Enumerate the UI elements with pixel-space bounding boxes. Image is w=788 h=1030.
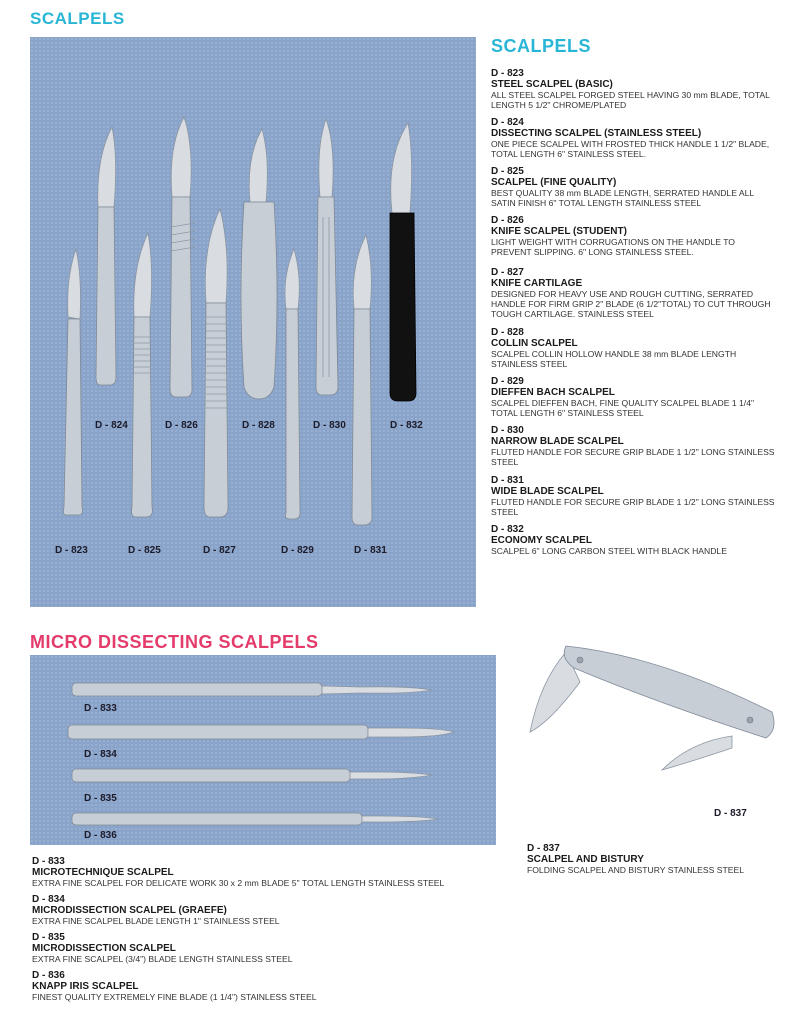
- scalpel-d829-image: [285, 249, 300, 519]
- product-description: FLUTED HANDLE FOR SECURE GRIP BLADE 1 1/2" LONG STAINLESS STEEL: [491, 447, 775, 467]
- product-code: D - 836: [32, 970, 65, 981]
- photo-label-d830: D - 830: [313, 420, 346, 431]
- product-d827: [491, 267, 776, 319]
- product-name: COLLIN SCALPEL: [491, 338, 578, 349]
- product-d825: [491, 166, 776, 208]
- product-name: KNAPP IRIS SCALPEL: [32, 981, 139, 992]
- product-name: SCALPEL AND BISTURY: [527, 854, 644, 865]
- product-name: KNIFE SCALPEL (STUDENT): [491, 226, 627, 237]
- product-description: SCALPEL 6" LONG CARBON STEEL WITH BLACK HANDLE: [491, 546, 727, 556]
- product-d834: [32, 894, 512, 926]
- product-name: DIEFFEN BACH SCALPEL: [491, 387, 615, 398]
- product-code: D - 831: [491, 475, 524, 486]
- product-description: DESIGNED FOR HEAVY USE AND ROUGH CUTTING, SERRATED HANDLE FOR FIRM GRIP 2" BLADE (6 1/2"TOTAL) TO CUT THROUGH TOUGH CARTILAGE. STAINLESS STEEL: [491, 289, 771, 319]
- photo-label-d837: D - 837: [714, 808, 747, 819]
- photo-label-d829: D - 829: [281, 545, 314, 556]
- product-description: EXTRA FINE SCALPEL FOR DELICATE WORK 30 x 2 mm BLADE 5" TOTAL LENGTH STAINLESS STEEL: [32, 878, 445, 888]
- product-d830: [491, 425, 776, 467]
- product-description: ALL STEEL SCALPEL FORGED STEEL HAVING 30 mm BLADE, TOTAL LENGTH 5 1/2" CHROME/PLATED: [491, 90, 770, 110]
- product-description: EXTRA FINE SCALPEL BLADE LENGTH 1" STAINLESS STEEL: [32, 916, 280, 926]
- product-code: D - 825: [491, 166, 524, 177]
- product-name: MICRODISSECTION SCALPEL (GRAEFE): [32, 905, 227, 916]
- photo-label-d824: D - 824: [95, 420, 128, 431]
- product-description: FINEST QUALITY EXTREMELY FINE BLADE (1 1/4") STAINLESS STEEL: [32, 992, 317, 1002]
- product-description: FLUTED HANDLE FOR SECURE GRIP BLADE 1 1/2" LONG STAINLESS STEEL: [491, 497, 775, 517]
- micro-section-title: MICRO DISSECTING SCALPELS: [30, 632, 319, 652]
- photo-label-d825: D - 825: [128, 545, 161, 556]
- scalpels-illustration: [30, 37, 476, 607]
- product-code: D - 834: [32, 894, 65, 905]
- product-name: NARROW BLADE SCALPEL: [491, 436, 624, 447]
- product-description: EXTRA FINE SCALPEL (3/4") BLADE LENGTH STAINLESS STEEL: [32, 954, 293, 964]
- photo-label-d832: D - 832: [390, 420, 423, 431]
- scalpel-d828-image: [241, 129, 277, 399]
- product-code: D - 826: [491, 215, 524, 226]
- scalpel-d830-image: [316, 119, 338, 395]
- product-code: D - 827: [491, 267, 524, 278]
- product-code: D - 829: [491, 376, 524, 387]
- product-name: MICROTECHNIQUE SCALPEL: [32, 867, 174, 878]
- photo-label-d831: D - 831: [354, 545, 387, 556]
- product-code: D - 830: [491, 425, 524, 436]
- scalpel-d834-image: [68, 725, 454, 739]
- product-description: BEST QUALITY 38 mm BLADE LENGTH, SERRATED HANDLE ALL SATIN FINISH 6" TOTAL LENGTH STAINLESS STEEL: [491, 188, 754, 208]
- scalpels-section-title: SCALPELS: [30, 9, 125, 28]
- product-d833: [32, 856, 512, 888]
- product-d823: [491, 68, 776, 110]
- photo-label-d823: D - 823: [55, 545, 88, 556]
- product-name: STEEL SCALPEL (BASIC): [491, 79, 613, 90]
- bistury-illustration: [520, 612, 778, 822]
- bistury-photo: [520, 612, 778, 822]
- photo-label-d828: D - 828: [242, 420, 275, 431]
- product-d831: [491, 475, 776, 517]
- scalpel-d835-image: [72, 769, 432, 782]
- product-d828: [491, 327, 776, 369]
- scalpel-d832-image: [390, 123, 416, 401]
- scalpels-list-title: SCALPELS: [491, 36, 592, 56]
- product-description: ONE PIECE SCALPEL WITH FROSTED THICK HANDLE 1 1/2" BLADE, TOTAL LENGTH 6" STAINLESS STEEL.: [491, 139, 770, 159]
- product-name: DISSECTING SCALPEL (STAINLESS STEEL): [491, 128, 702, 139]
- product-name: MICRODISSECTION SCALPEL: [32, 943, 176, 954]
- product-name: ECONOMY SCALPEL: [491, 535, 592, 546]
- scalpel-d824-image: [96, 127, 116, 385]
- product-description: LIGHT WEIGHT WITH CORRUGATIONS ON THE HANDLE TO PREVENT SLIPPING. 6" LONG STAINLESS STEEL.: [491, 237, 735, 257]
- product-d824: [491, 117, 776, 159]
- product-code: D - 832: [491, 524, 524, 535]
- product-code: D - 833: [32, 856, 65, 867]
- scalpel-d826-image: [170, 117, 195, 397]
- scalpel-d825-image: [132, 233, 153, 517]
- product-d837: [527, 843, 782, 875]
- product-name: WIDE BLADE SCALPEL: [491, 486, 604, 497]
- photo-label-d833: D - 833: [84, 703, 117, 714]
- photo-label-d836: D - 836: [84, 830, 117, 841]
- product-description: SCALPEL DIEFFEN BACH, FINE QUALITY SCALPEL BLADE 1 1/4" TOTAL LENGTH 6" STAINLESS STEEL: [491, 398, 755, 418]
- product-description: SCALPEL COLLIN HOLLOW HANDLE 38 mm BLADE LENGTH STAINLESS STEEL: [491, 349, 737, 369]
- product-d826: [491, 215, 776, 257]
- product-d832: [491, 524, 776, 556]
- product-d829: [491, 376, 776, 418]
- product-description: FOLDING SCALPEL AND BISTURY STAINLESS STEEL: [527, 865, 744, 875]
- scalpel-d823-image: [63, 249, 82, 515]
- photo-label-d835: D - 835: [84, 793, 117, 804]
- product-code: D - 835: [32, 932, 65, 943]
- product-code: D - 837: [527, 843, 560, 854]
- scalpel-d831-image: [352, 235, 372, 525]
- product-d835: [32, 932, 512, 964]
- product-code: D - 823: [491, 68, 524, 79]
- product-name: SCALPEL (FINE QUALITY): [491, 177, 617, 188]
- scalpel-d836-image: [72, 813, 438, 825]
- photo-label-d826: D - 826: [165, 420, 198, 431]
- product-name: KNIFE CARTILAGE: [491, 278, 583, 289]
- scalpels-photo: [30, 37, 476, 607]
- scalpel-d833-image: [72, 683, 432, 696]
- photo-label-d827: D - 827: [203, 545, 236, 556]
- scalpel-d827-image: [204, 209, 228, 517]
- photo-label-d834: D - 834: [84, 749, 117, 760]
- product-code: D - 828: [491, 327, 524, 338]
- product-code: D - 824: [491, 117, 524, 128]
- product-d836: [32, 970, 512, 1002]
